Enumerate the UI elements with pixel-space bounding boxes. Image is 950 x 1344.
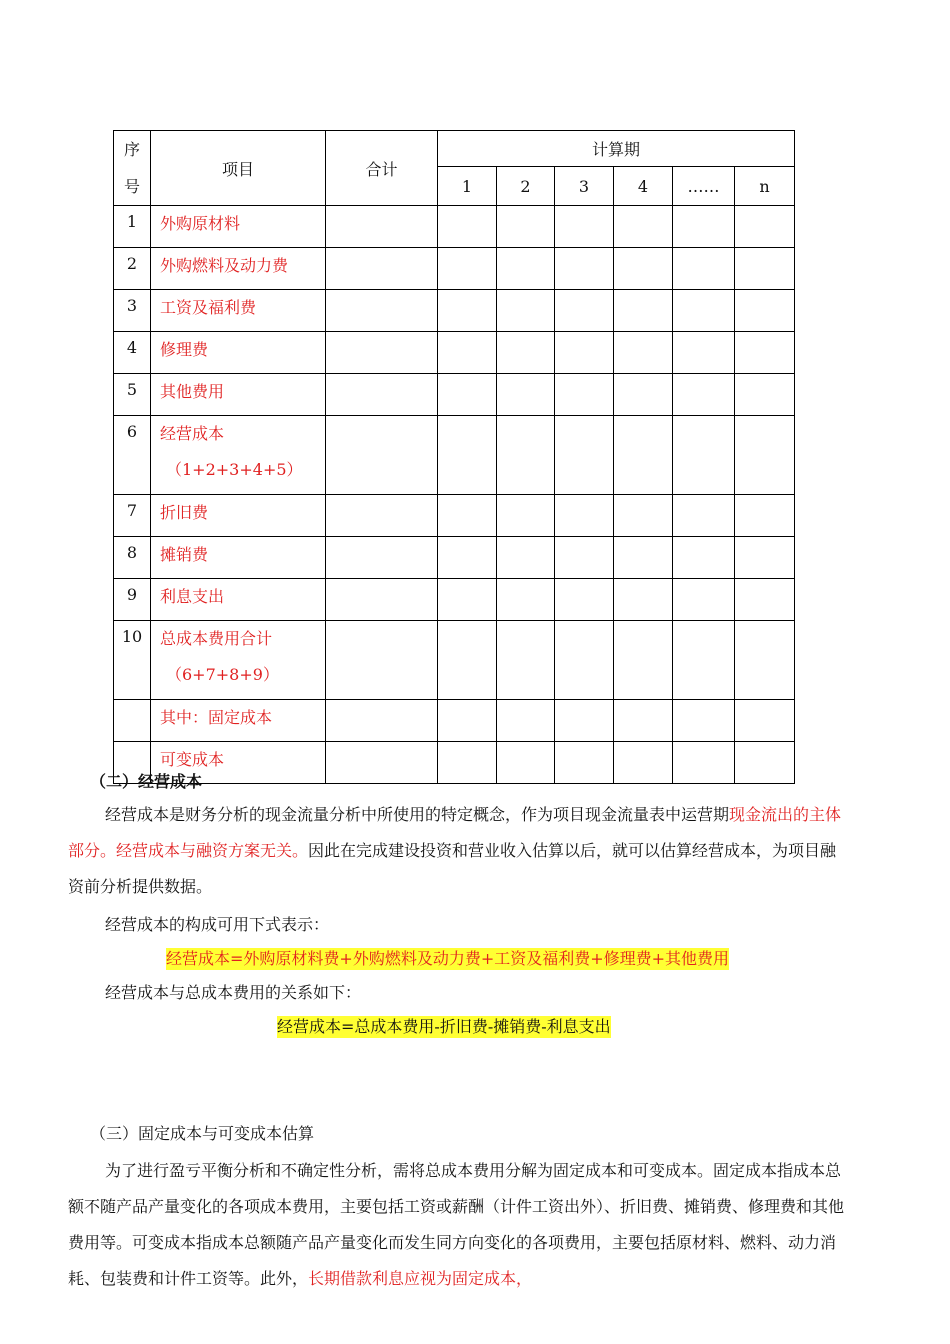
row-item-label: 修理费 xyxy=(160,340,209,359)
header-seq xyxy=(114,131,151,206)
empty-cell xyxy=(735,248,795,290)
empty-cell xyxy=(497,621,555,700)
row-seq: 1 xyxy=(114,206,151,248)
empty-cell xyxy=(735,374,795,416)
empty-cell xyxy=(735,495,795,537)
header-period-col: 4 xyxy=(614,167,673,206)
empty-cell xyxy=(326,579,438,621)
header-period: 计算期 xyxy=(438,131,795,167)
row-item-label: 工资及福利费 xyxy=(160,298,257,317)
row-item-label: 折旧费 xyxy=(160,503,209,522)
empty-cell xyxy=(438,374,497,416)
empty-cell xyxy=(497,700,555,742)
empty-cell xyxy=(555,206,614,248)
paragraph-fixed-variable-cost xyxy=(68,1153,852,1297)
row-item xyxy=(151,621,326,700)
empty-cell xyxy=(555,537,614,579)
empty-cell xyxy=(614,248,673,290)
empty-cell xyxy=(497,374,555,416)
empty-cell xyxy=(438,700,497,742)
empty-cell xyxy=(735,537,795,579)
row-seq: 4 xyxy=(114,332,151,374)
empty-cell xyxy=(326,248,438,290)
empty-cell xyxy=(555,495,614,537)
empty-cell xyxy=(326,374,438,416)
row-item-label: 总成本费用合计 xyxy=(160,629,273,648)
empty-cell xyxy=(555,290,614,332)
empty-cell xyxy=(735,700,795,742)
empty-cell xyxy=(735,206,795,248)
empty-cell xyxy=(326,290,438,332)
row-item xyxy=(151,206,326,248)
row-seq: 3 xyxy=(114,290,151,332)
paragraph-text: 为了进行盈亏平衡分析和不确定性分析，需将总成本费用分解为固定成本和可变成本。固定成本指成本总额不随产品产量变化的各项成本费用，主要包括工资或薪酬（计件工资出外）、折旧费、摊销费、修理费和其他费用等。可变成本指成本总额随产品产量变化而发生同方向变化的各项费用，主要包括原材料、燃料、动力消耗、包装费和计件工资等。此外， xyxy=(68,1161,845,1288)
empty-cell xyxy=(614,290,673,332)
empty-cell xyxy=(735,742,795,784)
row-item xyxy=(151,248,326,290)
empty-cell xyxy=(735,621,795,700)
empty-cell xyxy=(673,537,735,579)
empty-cell xyxy=(673,290,735,332)
empty-cell xyxy=(438,416,497,495)
row-seq: 8 xyxy=(114,537,151,579)
row-item-label: 利息支出 xyxy=(160,587,225,606)
empty-cell xyxy=(614,621,673,700)
empty-cell xyxy=(555,742,614,784)
header-period-col: 2 xyxy=(497,167,555,206)
table-row xyxy=(114,621,795,700)
row-seq xyxy=(114,700,151,742)
empty-cell xyxy=(673,495,735,537)
formula-operating-cost-relation: 经营成本=总成本费用-折旧费-摊销费-利息支出 xyxy=(277,1017,611,1036)
empty-cell xyxy=(438,579,497,621)
row-item xyxy=(151,537,326,579)
empty-cell xyxy=(555,374,614,416)
row-item xyxy=(151,495,326,537)
empty-cell xyxy=(673,332,735,374)
header-seq-label: 序号 xyxy=(123,140,140,196)
empty-cell xyxy=(614,700,673,742)
row-seq: 9 xyxy=(114,579,151,621)
empty-cell xyxy=(673,374,735,416)
row-item xyxy=(151,579,326,621)
empty-cell xyxy=(673,248,735,290)
empty-cell xyxy=(555,332,614,374)
table-row xyxy=(114,742,795,784)
empty-cell xyxy=(497,290,555,332)
empty-cell xyxy=(497,332,555,374)
empty-cell xyxy=(555,416,614,495)
empty-cell xyxy=(438,742,497,784)
empty-cell xyxy=(438,206,497,248)
highlighted-text: 长期借款利息应视为固定成本， xyxy=(308,1269,533,1288)
cost-estimate-table xyxy=(113,130,795,784)
table-row xyxy=(114,248,795,290)
empty-cell xyxy=(326,700,438,742)
table-row xyxy=(114,537,795,579)
row-seq: 7 xyxy=(114,495,151,537)
empty-cell xyxy=(735,290,795,332)
empty-cell xyxy=(438,290,497,332)
empty-cell xyxy=(614,206,673,248)
row-item-label: 外购原材料 xyxy=(160,214,241,233)
highlighted-text: 现金流出的主体部分。经营成本与融资方案无关。 xyxy=(68,805,842,860)
row-item-formula: （1+2+3+4+5） xyxy=(166,460,303,479)
formula-operating-cost-composition: 经营成本=外购原材料费+外购燃料及动力费+工资及福利费+修理费+其他费用 xyxy=(166,949,730,968)
empty-cell xyxy=(614,332,673,374)
empty-cell xyxy=(326,332,438,374)
empty-cell xyxy=(673,579,735,621)
empty-cell xyxy=(673,621,735,700)
empty-cell xyxy=(438,332,497,374)
empty-cell xyxy=(673,742,735,784)
empty-cell xyxy=(555,700,614,742)
empty-cell xyxy=(555,248,614,290)
empty-cell xyxy=(614,495,673,537)
empty-cell xyxy=(614,374,673,416)
table-row xyxy=(114,700,795,742)
table-row xyxy=(114,579,795,621)
row-item xyxy=(151,416,326,495)
empty-cell xyxy=(735,416,795,495)
table-row xyxy=(114,416,795,495)
empty-cell xyxy=(326,742,438,784)
empty-cell xyxy=(614,416,673,495)
row-item-label: 经营成本 xyxy=(160,424,225,443)
empty-cell xyxy=(673,206,735,248)
empty-cell xyxy=(438,495,497,537)
empty-cell xyxy=(497,742,555,784)
row-item-label: 外购燃料及动力费 xyxy=(160,256,289,275)
row-item-label: 摊销费 xyxy=(160,545,209,564)
empty-cell xyxy=(735,579,795,621)
paragraph-text: 经营成本是财务分析的现金流量分析中所使用的特定概念，作为项目现金流量表中运营期 xyxy=(105,805,730,824)
row-seq: 5 xyxy=(114,374,151,416)
empty-cell xyxy=(735,332,795,374)
row-item xyxy=(151,290,326,332)
empty-cell xyxy=(438,621,497,700)
empty-cell xyxy=(555,579,614,621)
header-period-col: 3 xyxy=(555,167,614,206)
section-heading-operating-cost: （二）经营成本 xyxy=(90,772,203,791)
row-seq: 10 xyxy=(114,621,151,700)
paragraph-relation-intro: 经营成本与总成本费用的关系如下： xyxy=(105,983,362,1002)
empty-cell xyxy=(438,537,497,579)
empty-cell xyxy=(326,206,438,248)
row-item xyxy=(151,700,326,742)
empty-cell xyxy=(438,248,497,290)
empty-cell xyxy=(614,742,673,784)
row-item-label: 可变成本 xyxy=(160,750,225,769)
empty-cell xyxy=(614,537,673,579)
table-row xyxy=(114,332,795,374)
table-row xyxy=(114,495,795,537)
paragraph-text: 因此在完成建设投资和营业收入估算以后，就可以估算经营成本，为项目融资前分析提供数据。 xyxy=(68,841,837,896)
empty-cell xyxy=(497,206,555,248)
empty-cell xyxy=(326,621,438,700)
empty-cell xyxy=(614,579,673,621)
table-body xyxy=(114,206,795,784)
header-period-col: …… xyxy=(673,167,735,206)
header-item: 项目 xyxy=(151,131,326,206)
row-item-formula: （6+7+8+9） xyxy=(166,665,279,684)
header-total: 合计 xyxy=(326,131,438,206)
empty-cell xyxy=(673,700,735,742)
row-seq: 6 xyxy=(114,416,151,495)
empty-cell xyxy=(326,416,438,495)
empty-cell xyxy=(497,248,555,290)
paragraph-operating-cost-definition xyxy=(68,797,852,905)
empty-cell xyxy=(497,537,555,579)
table-row xyxy=(114,206,795,248)
empty-cell xyxy=(497,579,555,621)
row-item xyxy=(151,332,326,374)
table-row xyxy=(114,374,795,416)
empty-cell xyxy=(326,537,438,579)
empty-cell xyxy=(555,621,614,700)
row-item-label: 其他费用 xyxy=(160,382,225,401)
row-item-label: 其中：固定成本 xyxy=(160,708,273,727)
row-item xyxy=(151,374,326,416)
header-period-col: n xyxy=(735,167,795,206)
paragraph-formula-intro: 经营成本的构成可用下式表示： xyxy=(105,915,330,934)
empty-cell xyxy=(497,416,555,495)
empty-cell xyxy=(497,495,555,537)
empty-cell xyxy=(673,416,735,495)
section-heading-fixed-variable-cost: （三）固定成本与可变成本估算 xyxy=(90,1124,315,1143)
table-row xyxy=(114,290,795,332)
empty-cell xyxy=(326,495,438,537)
row-seq: 2 xyxy=(114,248,151,290)
header-period-col: 1 xyxy=(438,167,497,206)
